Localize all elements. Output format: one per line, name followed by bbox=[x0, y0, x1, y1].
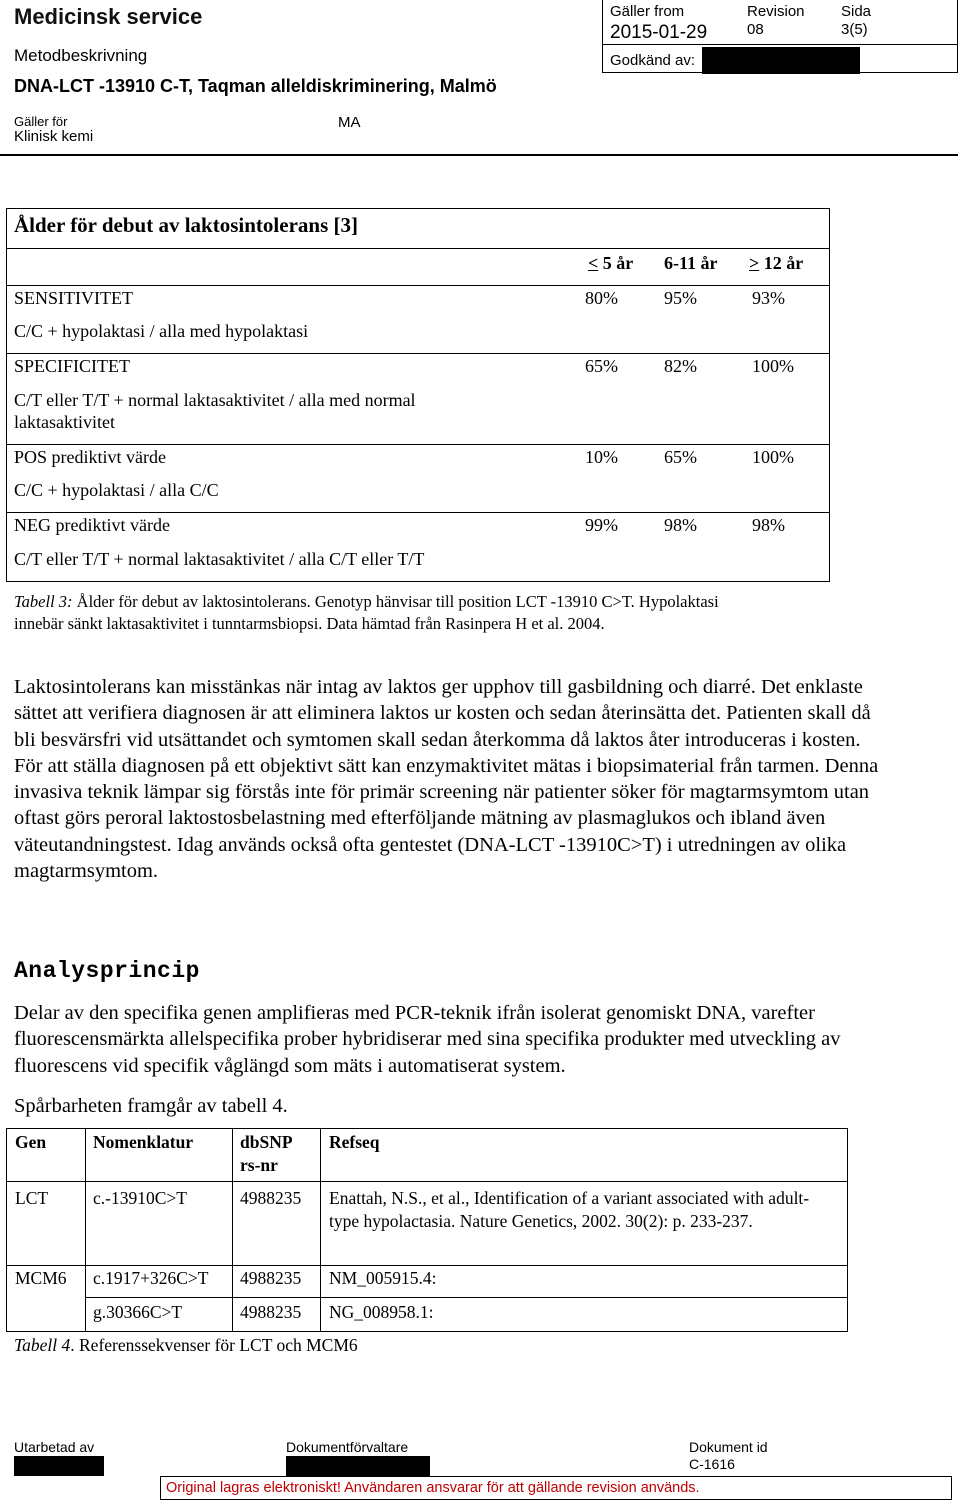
valid-from-date: 2015-01-29 bbox=[610, 22, 708, 43]
prepared-by-redaction bbox=[14, 1456, 104, 1476]
intro-paragraph bbox=[14, 674, 894, 884]
row-gene: MCM6 bbox=[15, 1268, 67, 1288]
section-heading-analysprincip: Analysprincip bbox=[14, 958, 200, 984]
col-header-gene: Gen bbox=[15, 1132, 47, 1152]
revision-label: Revision bbox=[747, 3, 805, 20]
row-nomenclature: c.-13910C>T bbox=[93, 1188, 187, 1208]
cell-value: 82% bbox=[664, 356, 697, 376]
row-refseq: Enattah, N.S., et al., Identification of a variant associated with adult-type hypolactasia. Nature Genetics, 2002. 30(2): p. 233-237. bbox=[329, 1188, 810, 1231]
onset-age-table bbox=[6, 208, 830, 582]
row-nomenclature: c.1917+326C>T bbox=[93, 1268, 209, 1288]
cell-value: 98% bbox=[664, 515, 697, 535]
row-label-specificity: SPECIFICITET bbox=[14, 356, 131, 376]
row-label-sensitivity: SENSITIVITET bbox=[14, 288, 133, 308]
col-header-refseq: Refseq bbox=[329, 1132, 380, 1152]
cell-value: 65% bbox=[585, 356, 618, 376]
reference-sequence-table bbox=[6, 1128, 848, 1332]
column-header-age-6-11: 6-11 år bbox=[664, 253, 718, 273]
cell-value: 98% bbox=[752, 515, 785, 535]
method-paragraph-text: Delar av den specifika genen amplifieras med PCR-teknik ifrån isolerat genomiskt DNA, varefter fluorescensmärkta allelspecifika prober hybridiserar med sina specifika produkter med utveckling av fluorescens vid specifik våglängd som mäts i automatiserat system. bbox=[14, 1002, 841, 1077]
column-header-age-12: > 12 år bbox=[749, 253, 804, 273]
row-desc-sensitivity: C/C + hypolaktasi / alla med hypolaktasi bbox=[14, 321, 309, 341]
row-label-neg-predictive: NEG prediktivt värde bbox=[14, 515, 170, 535]
traceability-paragraph-text: Spårbarheten framgår av tabell 4. bbox=[14, 1095, 288, 1117]
document-manager-redaction bbox=[286, 1456, 430, 1476]
col-header-dbsnp: dbSNP rs-nr bbox=[240, 1132, 292, 1175]
table3-caption bbox=[14, 592, 719, 612]
column-header-age-5: < 5 år bbox=[588, 253, 634, 273]
cell-value: 10% bbox=[585, 447, 618, 467]
approved-by-redaction bbox=[702, 47, 860, 74]
document-id: C-1616 bbox=[689, 1456, 735, 1472]
table4-caption bbox=[14, 1335, 358, 1356]
document-title: DNA-LCT -13910 C-T, Taqman alleldiskriminering, Malmö bbox=[14, 76, 497, 96]
table3-caption-label: Tabell 3: bbox=[14, 592, 73, 611]
row-desc-specificity-cont: laktasaktivitet bbox=[14, 412, 115, 432]
applies-to-value: Klinisk kemi bbox=[14, 128, 94, 145]
prepared-by-label: Utarbetad av bbox=[14, 1439, 95, 1455]
cell-value: 80% bbox=[585, 288, 618, 308]
row-gene: LCT bbox=[15, 1188, 49, 1208]
revision-number: 08 bbox=[747, 21, 764, 38]
footer-warning: Original lagras elektroniskt! Användaren ansvarar för att gällande revision används. bbox=[166, 1480, 700, 1496]
cell-value: 99% bbox=[585, 515, 618, 535]
row-refseq: NG_008958.1: bbox=[329, 1302, 434, 1322]
row-dbsnp: 4988235 bbox=[240, 1188, 302, 1208]
document-manager-label: Dokumentförvaltare bbox=[286, 1439, 409, 1455]
applies-to-label: Gäller för bbox=[14, 114, 68, 129]
row-desc-neg-predictive: C/T eller T/T + normal laktasaktivitet / alla C/T eller T/T bbox=[14, 549, 425, 569]
row-dbsnp: 4988235 bbox=[240, 1268, 302, 1288]
document-type: Metodbeskrivning bbox=[14, 46, 148, 65]
table-title: Ålder för debut av laktosintolerans [3] bbox=[14, 213, 358, 237]
table4-caption-text: . Referenssekvenser för LCT och MCM6 bbox=[70, 1335, 358, 1355]
table3-caption-text: Ålder för debut av laktosintolerans. Genotyp hänvisar till position LCT -13910 C>T. Hypolaktasi bbox=[76, 592, 719, 611]
unit-code: MA bbox=[338, 114, 361, 131]
page-label: Sida bbox=[841, 3, 872, 20]
cell-value: 93% bbox=[752, 288, 785, 308]
col-header-nomenclature: Nomenklatur bbox=[93, 1132, 194, 1152]
row-refseq: NM_005915.4: bbox=[329, 1268, 437, 1288]
cell-value: 95% bbox=[664, 288, 697, 308]
document-id-label: Dokument id bbox=[689, 1439, 768, 1455]
cell-value: 65% bbox=[664, 447, 697, 467]
organization-title: Medicinsk service bbox=[14, 4, 203, 29]
page-number: 3(5) bbox=[841, 21, 868, 38]
traceability-paragraph bbox=[14, 1093, 894, 1119]
table4-caption-label: Tabell 4 bbox=[14, 1335, 71, 1355]
valid-from-label: Gäller from bbox=[610, 3, 685, 20]
row-desc-specificity: C/T eller T/T + normal laktasaktivitet / alla med normal bbox=[14, 390, 416, 410]
row-desc-pos-predictive: C/C + hypolaktasi / alla C/C bbox=[14, 480, 219, 500]
intro-paragraph-text: Laktosintolerans kan misstänkas när intag av laktos ger upphov till gasbildning och diarré. Det enklaste sättet att verifiera diagnosen är att eliminera laktos ur kosten och sedan återinsätta det. Patienten skall då bli besvärsfri vid utsättandet och symtomen skall sedan återkomma då laktos åter introduceras i kosten. För att ställa diagnosen på ett objektivt sätt kan enzymaktivitet mätas i biopsimaterial från tarmen. Denna invasiva teknik lämpar sig förstås inte för primär screening när patienter söker för magtarmsymtom utan oftast görs peroral laktostosbelastning med efterföljande mätning av plasmaglukos och ibland även väteutandningstest. Idag används också ofta gentestet (DNA-LCT -13910C>T) i utredningen av olika magtarmsymtom. bbox=[14, 676, 879, 883]
row-dbsnp: 4988235 bbox=[240, 1302, 302, 1322]
header-divider bbox=[0, 154, 958, 156]
table3-caption-line2: innebär sänkt laktasaktivitet i tunntarmsbiopsi. Data hämtad från Rasinpera H et al. 2004. bbox=[14, 614, 605, 633]
cell-value: 100% bbox=[752, 447, 794, 467]
row-label-pos-predictive: POS prediktivt värde bbox=[14, 447, 166, 467]
method-paragraph bbox=[14, 1000, 854, 1079]
row-nomenclature: g.30366C>T bbox=[93, 1302, 183, 1322]
cell-value: 100% bbox=[752, 356, 794, 376]
approved-by-label: Godkänd av: bbox=[610, 52, 696, 69]
